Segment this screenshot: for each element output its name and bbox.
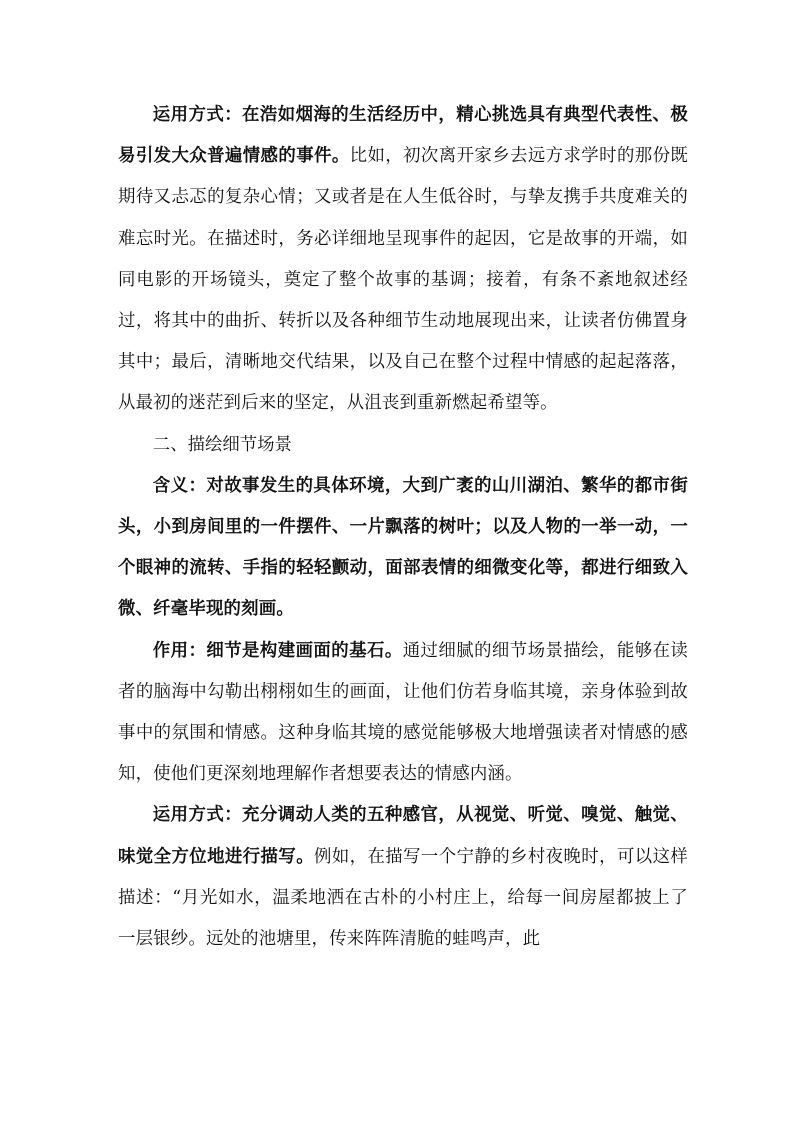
paragraph-bold-lead: 作用：细节是构建画面的基石。 xyxy=(152,640,403,661)
paragraph-bold-lead: 含义：对故事发生的具体环境，大到广袤的山川湖泊、繁华的都市街头，小到房间里的一件摆件、一片飘落的树叶；以及人物的一举一动，一个眼神的流转、手指的轻轻颤动，面部表情的细微变化等，都进行细致入微、纤毫毕现的刻画。 xyxy=(118,475,688,620)
paragraph-function xyxy=(118,631,688,796)
paragraph-usage-method-2 xyxy=(118,795,688,960)
document-body xyxy=(118,95,688,960)
paragraph-bold-lead: 运用方式：在浩如烟海的生活经历中，精心挑选具有典型代表性、极易引发大众普遍情感的事件。 xyxy=(118,105,688,167)
paragraph-usage-method-1 xyxy=(118,95,688,425)
section-heading-detail-scenes: 二、描绘细节场景 xyxy=(152,434,292,455)
paragraph-text: 比如，初次离开家乡去远方求学时的那份既期待又忐忑的复杂心情；又或者是在人生低谷时，与挚友携手共度难关的难忘时光。在描述时，务必详细地呈现事件的起因，它是故事的开端，如同电影的开场镜头，奠定了整个故事的基调；接着，有条不紊地叙述经过，将其中的曲折、转折以及各种细节生动地展现出来，让读者仿佛置身其中；最后，清晰地交代结果，以及自己在整个过程中情感的起起落落，从最初的迷茫到后来的坚定，从沮丧到重新燃起希望等。 xyxy=(118,146,688,414)
paragraph-text: 例如，在描写一个宁静的乡村夜晚时，可以这样描述：“月光如水，温柔地洒在古朴的小村庄上，给每一间房屋都披上了一层银纱。远处的池塘里，传来阵阵清脆的蛙鸣声，此 xyxy=(118,846,688,950)
paragraph-meaning xyxy=(118,466,688,631)
paragraph-bold-lead: 运用方式：充分调动人类的五种感官，从视觉、听觉、嗅觉、触觉、味觉全方位地进行描写。 xyxy=(118,805,688,867)
paragraph-text: 通过细腻的细节场景描绘，能够在读者的脑海中勾勒出栩栩如生的画面，让他们仿若身临其境，亲身体验到故事中的氛围和情感。这种身临其境的感觉能够极大地增强读者对情感的感知，使他们更深刻地理解作者想要表达的情感内涵。 xyxy=(118,640,689,785)
